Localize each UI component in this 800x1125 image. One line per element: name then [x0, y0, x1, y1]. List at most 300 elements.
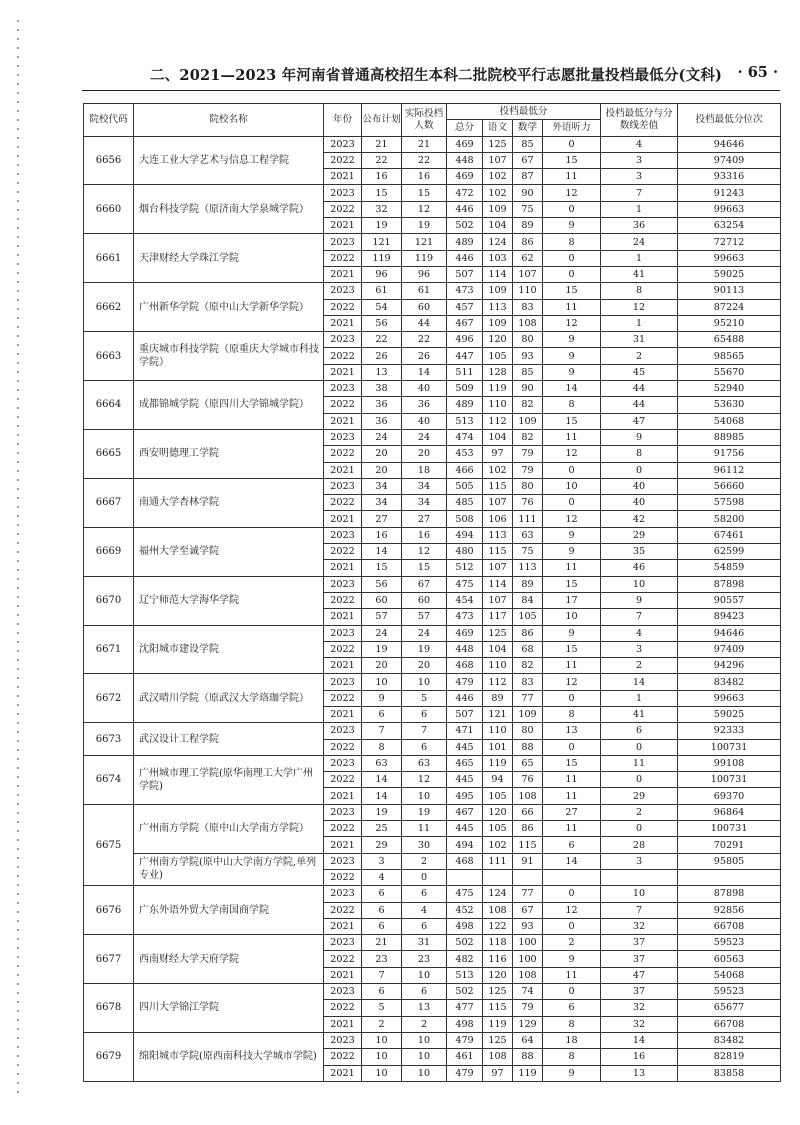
cell-actual: 60 — [402, 299, 447, 315]
cell-plan: 2 — [362, 1016, 402, 1032]
cell-listening: 11 — [543, 169, 601, 185]
cell-total: 475 — [447, 576, 483, 592]
table-row — [84, 527, 781, 543]
cell-rank: 99663 — [678, 690, 781, 706]
cell-chinese: 116 — [483, 951, 513, 967]
cell-plan: 34 — [362, 495, 402, 511]
cell-year: 2022 — [324, 446, 362, 462]
table-row — [84, 853, 781, 869]
cell-rank: 54068 — [678, 967, 781, 983]
cell-year: 2022 — [324, 869, 362, 885]
cell-total: 472 — [447, 185, 483, 201]
table-row — [84, 755, 781, 771]
cell-total: 509 — [447, 381, 483, 397]
cell-year: 2022 — [324, 250, 362, 266]
cell-plan: 32 — [362, 201, 402, 217]
col-plan: 公布计划 — [362, 104, 402, 137]
cell-diff: 47 — [601, 967, 678, 983]
cell-total: 468 — [447, 853, 483, 869]
cell-diff: 0 — [601, 821, 678, 837]
cell-chinese: 107 — [483, 495, 513, 511]
cell-listening: 13 — [543, 723, 601, 739]
cell-math: 80 — [513, 478, 543, 494]
cell-listening: 0 — [543, 462, 601, 478]
col-rank: 投档最低分位次 — [678, 104, 781, 137]
cell-rank: 91756 — [678, 446, 781, 462]
cell-rank: 83482 — [678, 1032, 781, 1048]
admission-score-table — [83, 103, 781, 1082]
cell-rank: 87898 — [678, 886, 781, 902]
cell-rank: 97409 — [678, 641, 781, 657]
cell-plan: 10 — [362, 1065, 402, 1081]
cell-diff: 7 — [601, 902, 678, 918]
cell-rank: 95210 — [678, 315, 781, 331]
cell-total: 469 — [447, 169, 483, 185]
cell-total — [447, 869, 483, 885]
cell-actual: 6 — [402, 918, 447, 934]
cell-listening: 9 — [543, 364, 601, 380]
cell-plan: 15 — [362, 185, 402, 201]
cell-listening: 0 — [543, 739, 601, 755]
cell-chinese: 105 — [483, 348, 513, 364]
cell-rank: 97409 — [678, 152, 781, 168]
col-diff: 投档最低分与分数线差值 — [601, 104, 678, 137]
cell-listening: 11 — [543, 429, 601, 445]
cell-total: 479 — [447, 1065, 483, 1081]
cell-actual: 26 — [402, 348, 447, 364]
cell-diff: 40 — [601, 495, 678, 511]
cell-actual: 121 — [402, 234, 447, 250]
cell-math: 82 — [513, 397, 543, 413]
cell-diff: 8 — [601, 283, 678, 299]
cell-total: 461 — [447, 1049, 483, 1065]
cell-listening: 8 — [543, 234, 601, 250]
cell-plan: 3 — [362, 853, 402, 869]
cell-diff: 4 — [601, 625, 678, 641]
cell-year: 2023 — [324, 283, 362, 299]
cell-actual: 60 — [402, 592, 447, 608]
cell-actual: 16 — [402, 169, 447, 185]
cell-actual: 6 — [402, 706, 447, 722]
cell-diff: 16 — [601, 1049, 678, 1065]
cell-plan: 5 — [362, 1000, 402, 1016]
cell-math: 83 — [513, 299, 543, 315]
cell-actual: 4 — [402, 902, 447, 918]
cell-rank: 58200 — [678, 511, 781, 527]
cell-year: 2022 — [324, 1000, 362, 1016]
cell-listening: 10 — [543, 478, 601, 494]
cell-listening: 0 — [543, 495, 601, 511]
cell-actual: 13 — [402, 1000, 447, 1016]
cell-math: 75 — [513, 201, 543, 217]
cell-math: 79 — [513, 462, 543, 478]
cell-chinese: 104 — [483, 218, 513, 234]
cell-total: 452 — [447, 902, 483, 918]
cell-total: 477 — [447, 1000, 483, 1016]
cell-rank: 54068 — [678, 413, 781, 429]
cell-diff: 2 — [601, 658, 678, 674]
cell-total: 474 — [447, 429, 483, 445]
cell-chinese: 119 — [483, 1016, 513, 1032]
cell-plan: 19 — [362, 218, 402, 234]
cell-year: 2022 — [324, 821, 362, 837]
cell-actual: 21 — [402, 136, 447, 152]
cell-total: 446 — [447, 690, 483, 706]
cell-actual: 2 — [402, 853, 447, 869]
cell-chinese: 125 — [483, 136, 513, 152]
cell-math: 86 — [513, 821, 543, 837]
cell-chinese: 119 — [483, 755, 513, 771]
cell-chinese: 107 — [483, 592, 513, 608]
cell-listening: 0 — [543, 250, 601, 266]
cell-listening: 11 — [543, 299, 601, 315]
table-row — [84, 935, 781, 951]
cell-chinese: 120 — [483, 332, 513, 348]
table-row — [84, 136, 781, 152]
cell-year: 2021 — [324, 462, 362, 478]
table-row — [84, 478, 781, 494]
cell-year: 2022 — [324, 592, 362, 608]
cell-chinese: 121 — [483, 706, 513, 722]
cell-actual: 67 — [402, 576, 447, 592]
cell-year: 2021 — [324, 609, 362, 625]
cell-listening: 15 — [543, 641, 601, 657]
cell-rank: 89423 — [678, 609, 781, 625]
cell-listening: 9 — [543, 951, 601, 967]
header-row — [84, 104, 781, 120]
cell-actual: 24 — [402, 625, 447, 641]
cell-diff: 1 — [601, 315, 678, 331]
cell-plan: 7 — [362, 967, 402, 983]
cell-math: 79 — [513, 1000, 543, 1016]
cell-total: 502 — [447, 935, 483, 951]
school-name: 沈阳城市建设学院 — [134, 625, 324, 674]
cell-plan: 54 — [362, 299, 402, 315]
col-math: 数学 — [513, 120, 543, 136]
cell-listening: 0 — [543, 690, 601, 706]
cell-listening: 9 — [543, 625, 601, 641]
cell-total: 473 — [447, 609, 483, 625]
cell-diff: 7 — [601, 609, 678, 625]
cell-plan: 63 — [362, 755, 402, 771]
school-name: 烟台科技学院（原济南大学泉城学院） — [134, 185, 324, 234]
cell-diff: 13 — [601, 1065, 678, 1081]
school-code: 6673 — [84, 723, 134, 756]
cell-actual: 19 — [402, 641, 447, 657]
cell-actual: 10 — [402, 1032, 447, 1048]
cell-actual: 30 — [402, 837, 447, 853]
cell-plan: 121 — [362, 234, 402, 250]
cell-diff: 28 — [601, 837, 678, 853]
table-row — [84, 381, 781, 397]
cell-chinese: 125 — [483, 984, 513, 1000]
col-code: 院校代码 — [84, 104, 134, 137]
cell-listening: 12 — [543, 446, 601, 462]
cell-plan: 6 — [362, 706, 402, 722]
cell-diff: 2 — [601, 348, 678, 364]
cell-chinese: 108 — [483, 1049, 513, 1065]
cell-math: 115 — [513, 837, 543, 853]
cell-chinese: 114 — [483, 576, 513, 592]
cell-chinese: 128 — [483, 364, 513, 380]
cell-actual: 31 — [402, 935, 447, 951]
cell-actual: 23 — [402, 951, 447, 967]
cell-year: 2023 — [324, 1032, 362, 1048]
cell-plan: 7 — [362, 723, 402, 739]
cell-total: 507 — [447, 706, 483, 722]
cell-year: 2023 — [324, 527, 362, 543]
school-code: 6667 — [84, 478, 134, 527]
school-name: 天津财经大学珠江学院 — [134, 234, 324, 283]
cell-rank: 67461 — [678, 527, 781, 543]
cell-diff: 24 — [601, 234, 678, 250]
cell-listening: 0 — [543, 136, 601, 152]
cell-year: 2023 — [324, 185, 362, 201]
cell-math: 129 — [513, 1016, 543, 1032]
cell-rank: 90557 — [678, 592, 781, 608]
cell-listening: 9 — [543, 527, 601, 543]
cell-chinese: 89 — [483, 690, 513, 706]
cell-chinese: 120 — [483, 967, 513, 983]
table-row — [84, 804, 781, 820]
cell-plan: 20 — [362, 658, 402, 674]
cell-total: 448 — [447, 641, 483, 657]
cell-math: 93 — [513, 918, 543, 934]
cell-plan: 119 — [362, 250, 402, 266]
cell-math: 90 — [513, 185, 543, 201]
cell-chinese: 115 — [483, 1000, 513, 1016]
cell-actual: 15 — [402, 560, 447, 576]
cell-plan: 57 — [362, 609, 402, 625]
col-min-group: 投档最低分 — [447, 104, 601, 120]
cell-diff: 14 — [601, 674, 678, 690]
cell-math: 107 — [513, 266, 543, 282]
cell-actual: 61 — [402, 283, 447, 299]
cell-total: 498 — [447, 1016, 483, 1032]
cell-math: 90 — [513, 381, 543, 397]
cell-math: 84 — [513, 592, 543, 608]
school-code: 6671 — [84, 625, 134, 674]
cell-year: 2022 — [324, 902, 362, 918]
cell-total: 457 — [447, 299, 483, 315]
page-title: 二、2021—2023 年河南省普通高校招生本科二批院校平行志愿批量投档最低分(文科) — [150, 67, 723, 84]
cell-math: 88 — [513, 1049, 543, 1065]
cell-math: 88 — [513, 739, 543, 755]
cell-actual: 44 — [402, 315, 447, 331]
cell-rank — [678, 869, 781, 885]
school-code: 6678 — [84, 984, 134, 1033]
cell-math: 80 — [513, 332, 543, 348]
school-name: 广州南方学院(原中山大学南方学院,单列专业) — [134, 853, 324, 886]
cell-year: 2021 — [324, 315, 362, 331]
page-number: · 65 · — [737, 64, 778, 81]
cell-total: 465 — [447, 755, 483, 771]
cell-rank: 95805 — [678, 853, 781, 869]
school-code: 6672 — [84, 674, 134, 723]
cell-year: 2021 — [324, 837, 362, 853]
cell-rank: 65488 — [678, 332, 781, 348]
cell-listening: 8 — [543, 1049, 601, 1065]
cell-listening: 8 — [543, 397, 601, 413]
cell-math: 105 — [513, 609, 543, 625]
cell-chinese: 125 — [483, 625, 513, 641]
cell-listening: 9 — [543, 1065, 601, 1081]
cell-math: 77 — [513, 886, 543, 902]
cell-diff: 44 — [601, 397, 678, 413]
school-name: 武汉设计工程学院 — [134, 723, 324, 756]
cell-math: 85 — [513, 136, 543, 152]
cell-rank: 66708 — [678, 918, 781, 934]
cell-chinese: 124 — [483, 234, 513, 250]
cell-listening: 0 — [543, 918, 601, 934]
cell-rank: 87898 — [678, 576, 781, 592]
cell-diff: 35 — [601, 544, 678, 560]
cell-year: 2021 — [324, 511, 362, 527]
cell-diff: 40 — [601, 478, 678, 494]
table-row — [84, 185, 781, 201]
school-name: 四川大学锦江学院 — [134, 984, 324, 1033]
cell-plan: 36 — [362, 413, 402, 429]
school-name: 重庆城市科技学院（原重庆大学城市科技学院） — [134, 332, 324, 381]
cell-plan: 22 — [362, 332, 402, 348]
cell-plan: 26 — [362, 348, 402, 364]
cell-plan: 36 — [362, 397, 402, 413]
cell-plan: 56 — [362, 315, 402, 331]
cell-total: 479 — [447, 1032, 483, 1048]
cell-math: 64 — [513, 1032, 543, 1048]
cell-chinese: 125 — [483, 1032, 513, 1048]
col-chinese: 语文 — [483, 120, 513, 136]
cell-rank: 99108 — [678, 755, 781, 771]
cell-chinese: 122 — [483, 918, 513, 934]
cell-listening: 11 — [543, 821, 601, 837]
cell-plan: 21 — [362, 136, 402, 152]
cell-listening: 12 — [543, 315, 601, 331]
school-code: 6665 — [84, 429, 134, 478]
table-row — [84, 625, 781, 641]
cell-actual: 12 — [402, 772, 447, 788]
cell-listening: 9 — [543, 332, 601, 348]
cell-listening: 27 — [543, 804, 601, 820]
cell-math: 76 — [513, 772, 543, 788]
cell-math: 89 — [513, 218, 543, 234]
cell-actual: 20 — [402, 446, 447, 462]
cell-rank: 90113 — [678, 283, 781, 299]
cell-rank: 63254 — [678, 218, 781, 234]
cell-rank: 59025 — [678, 266, 781, 282]
school-name: 辽宁师范大学海华学院 — [134, 576, 324, 625]
cell-total: 496 — [447, 332, 483, 348]
cell-rank: 53630 — [678, 397, 781, 413]
cell-total: 495 — [447, 788, 483, 804]
header-rule — [82, 90, 780, 91]
cell-math: 74 — [513, 984, 543, 1000]
cell-plan: 4 — [362, 869, 402, 885]
cell-math: 108 — [513, 967, 543, 983]
cell-math: 113 — [513, 560, 543, 576]
cell-plan: 96 — [362, 266, 402, 282]
cell-math — [513, 869, 543, 885]
table-row — [84, 723, 781, 739]
cell-actual: 14 — [402, 364, 447, 380]
cell-math: 68 — [513, 641, 543, 657]
cell-rank: 82819 — [678, 1049, 781, 1065]
cell-rank: 72712 — [678, 234, 781, 250]
cell-diff: 4 — [601, 136, 678, 152]
cell-total: 489 — [447, 397, 483, 413]
col-listening: 外语听力 — [543, 120, 601, 136]
table-row — [84, 332, 781, 348]
cell-plan: 15 — [362, 560, 402, 576]
cell-plan: 8 — [362, 739, 402, 755]
cell-listening: 6 — [543, 1000, 601, 1016]
cell-chinese: 118 — [483, 935, 513, 951]
cell-math: 91 — [513, 853, 543, 869]
cell-math: 109 — [513, 706, 543, 722]
cell-actual: 57 — [402, 609, 447, 625]
cell-math: 109 — [513, 413, 543, 429]
cell-actual: 22 — [402, 152, 447, 168]
col-actual: 实际投档人数 — [402, 104, 447, 137]
school-name: 西安明德理工学院 — [134, 429, 324, 478]
school-name: 广东外语外贸大学南国商学院 — [134, 886, 324, 935]
school-code: 6676 — [84, 886, 134, 935]
cell-math: 100 — [513, 951, 543, 967]
cell-chinese: 97 — [483, 1065, 513, 1081]
cell-year: 2023 — [324, 332, 362, 348]
cell-diff: 7 — [601, 185, 678, 201]
cell-actual: 19 — [402, 804, 447, 820]
cell-year: 2023 — [324, 984, 362, 1000]
cell-math: 100 — [513, 935, 543, 951]
cell-chinese: 110 — [483, 397, 513, 413]
school-code: 6660 — [84, 185, 134, 234]
cell-listening: 15 — [543, 755, 601, 771]
cell-year: 2021 — [324, 413, 362, 429]
cell-chinese: 106 — [483, 511, 513, 527]
cell-year: 2022 — [324, 690, 362, 706]
cell-diff: 3 — [601, 152, 678, 168]
cell-listening: 10 — [543, 609, 601, 625]
cell-plan: 13 — [362, 364, 402, 380]
cell-diff: 45 — [601, 364, 678, 380]
cell-year: 2021 — [324, 1016, 362, 1032]
cell-plan: 10 — [362, 1049, 402, 1065]
cell-total: 468 — [447, 658, 483, 674]
cell-chinese: 115 — [483, 544, 513, 560]
cell-math: 87 — [513, 169, 543, 185]
cell-year: 2023 — [324, 625, 362, 641]
school-code: 6674 — [84, 755, 134, 804]
cell-total: 507 — [447, 266, 483, 282]
cell-diff: 2 — [601, 804, 678, 820]
table-row — [84, 984, 781, 1000]
cell-listening: 0 — [543, 984, 601, 1000]
cell-listening: 8 — [543, 706, 601, 722]
cell-plan: 61 — [362, 283, 402, 299]
col-name: 院校名称 — [134, 104, 324, 137]
cell-diff: 1 — [601, 201, 678, 217]
cell-total: 475 — [447, 886, 483, 902]
cell-total: 485 — [447, 495, 483, 511]
cell-year: 2023 — [324, 381, 362, 397]
cell-math: 93 — [513, 348, 543, 364]
cell-listening: 11 — [543, 967, 601, 983]
cell-year: 2021 — [324, 364, 362, 380]
cell-plan: 6 — [362, 886, 402, 902]
cell-actual: 10 — [402, 674, 447, 690]
cell-plan: 6 — [362, 918, 402, 934]
